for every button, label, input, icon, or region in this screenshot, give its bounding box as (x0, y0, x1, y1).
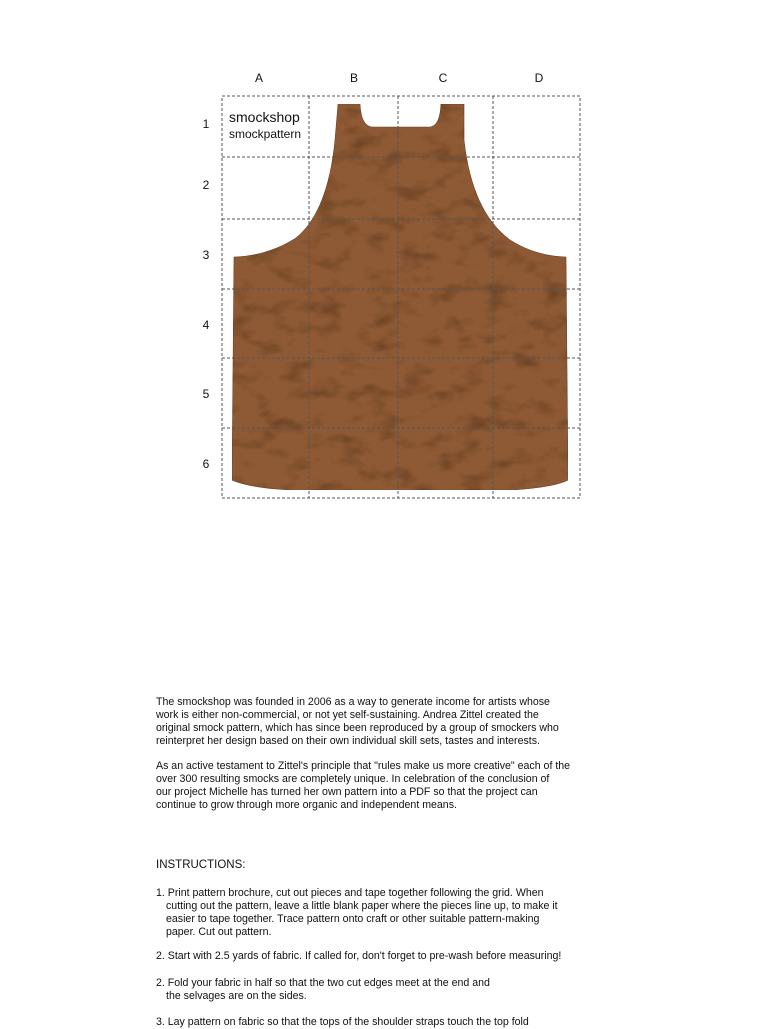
intro-paragraph-1 (156, 696, 616, 748)
step3-line: the selvages are on the sides. (166, 990, 307, 1002)
grid-column-label-c: C (438, 71, 448, 85)
brand-subtitle: smockpattern (229, 127, 302, 141)
step4-line: 3. Lay pattern on fabric so that the tops of the shoulder straps touch the top fold (156, 1016, 529, 1028)
instruction-step-3 (156, 977, 616, 1003)
grid-row-label-3: 3 (202, 248, 210, 262)
intro-p2-line: over 300 resulting smocks are completely unique. In celebration of the conclusion of (156, 773, 550, 785)
intro-p1-line: work is either non-commercial, or not yet self-sustaining. Andrea Zittel created the (156, 709, 539, 721)
grid-column-label-a: A (254, 71, 263, 85)
intro-p1-line: The smockshop was founded in 2006 as a way to generate income for artists whose (156, 696, 550, 708)
instruction-step-2 (156, 950, 616, 963)
grid-row-label-2: 2 (202, 178, 210, 192)
grid-row-label-1: 1 (202, 117, 210, 131)
instructions-heading: INSTRUCTIONS: (156, 859, 246, 871)
step1-line: paper. Cut out pattern. (166, 926, 272, 938)
instruction-step-4 (156, 1016, 616, 1029)
step1-line: cutting out the pattern, leave a little blank paper where the pieces line up, to make it (166, 900, 558, 912)
intro-p1-line: reinterpret her design based on their own individual skill sets, tastes and interests. (156, 735, 540, 747)
brand-label (229, 109, 301, 141)
intro-p2-line: As an active testament to Zittel's principle that "rules make us more creative" each of the (156, 760, 571, 772)
grid-column-label-d: D (534, 71, 544, 85)
grid-column-label-b: B (349, 71, 358, 85)
intro-p2-line: our project Michelle has turned her own pattern into a PDF so that the project can (156, 786, 538, 798)
step2-line: 2. Start with 2.5 yards of fabric. If called for, don't forget to pre-wash before measuring! (156, 950, 562, 962)
smock-fabric-shape (232, 104, 568, 490)
step3-line: 2. Fold your fabric in half so that the two cut edges meet at the end and (156, 977, 490, 989)
intro-p2-line: continue to grow through more organic and independent means. (156, 799, 457, 811)
brand-title: smockshop (229, 109, 300, 125)
instruction-step-1 (156, 887, 616, 939)
intro-paragraph-2 (156, 760, 616, 812)
grid-row-label-6: 6 (202, 457, 210, 471)
grid-row-label-4: 4 (202, 318, 210, 332)
grid-row-label-5: 5 (202, 387, 210, 401)
intro-p1-line: original smock pattern, which has since been reproduced by a group of smockers who (156, 722, 559, 734)
step1-line: easier to tape together. Trace pattern onto craft or other suitable pattern-making (166, 913, 540, 925)
step1-line: 1. Print pattern brochure, cut out pieces and tape together following the grid. When (156, 887, 544, 899)
